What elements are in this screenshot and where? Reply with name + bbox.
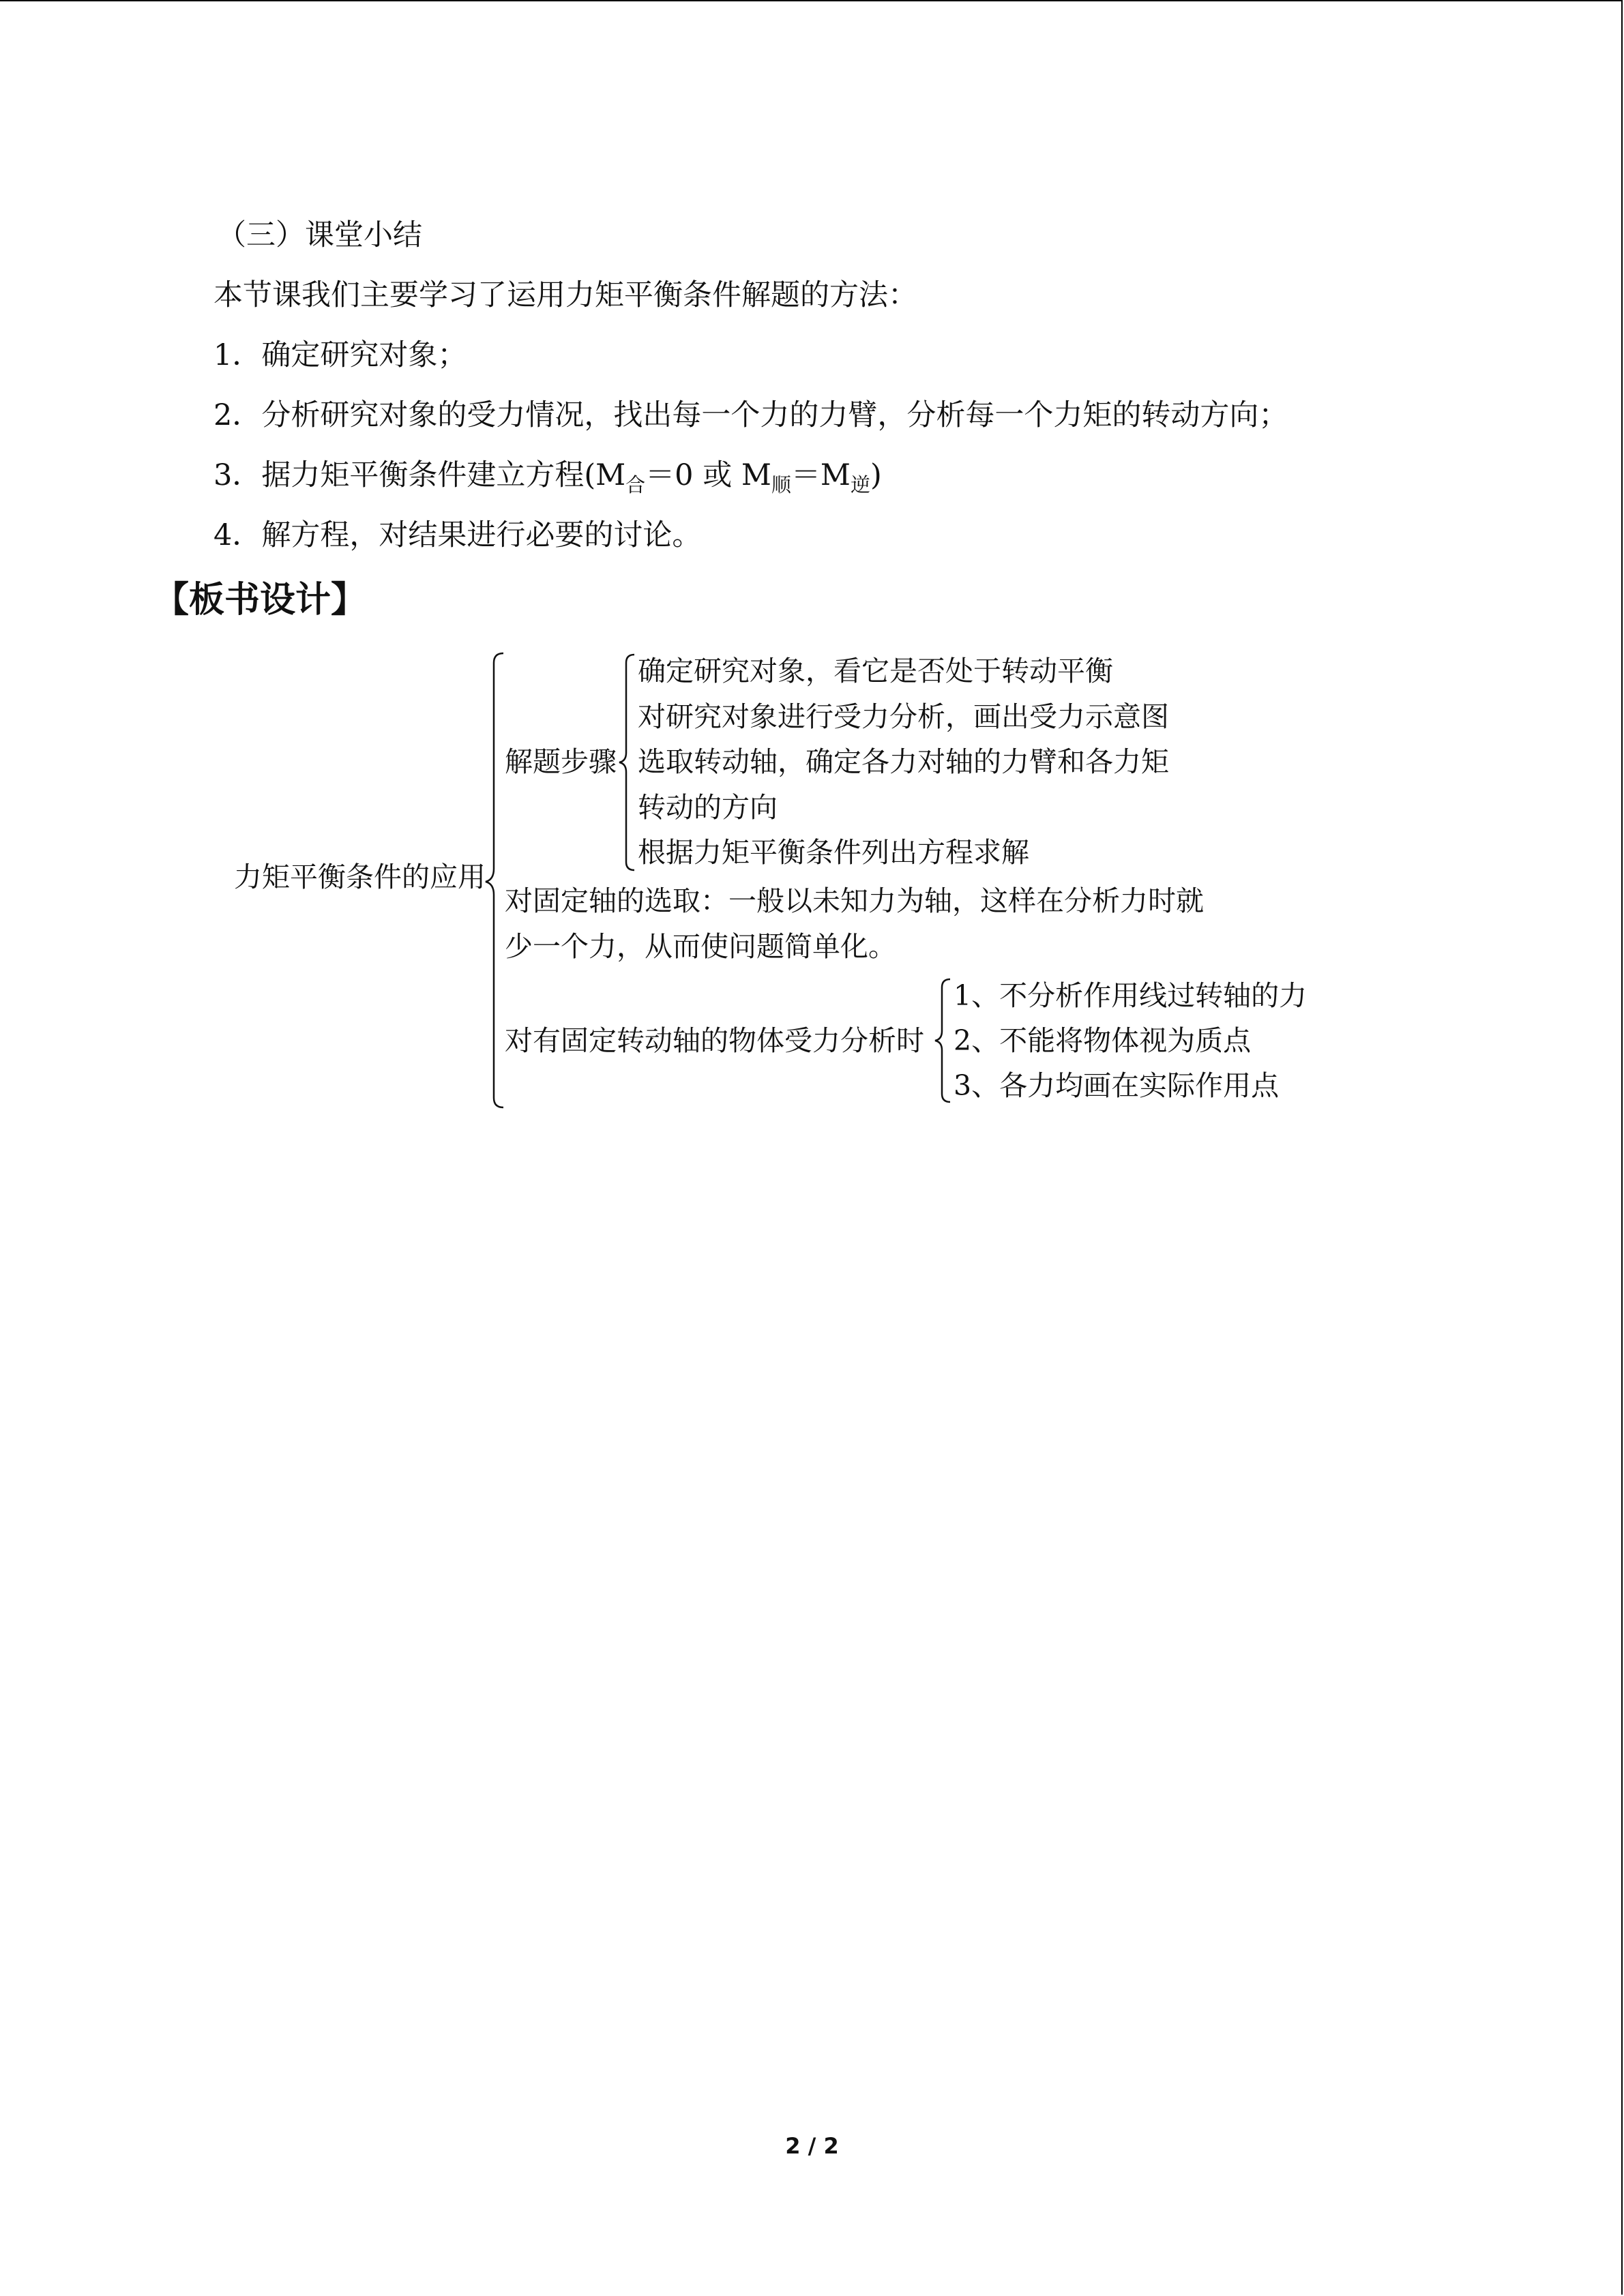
axis-choice-line-1: 对固定轴的选取：一般以未知力为轴，这样在分析力时就 — [505, 884, 1204, 917]
summary-title: （三）课堂小结 — [217, 218, 422, 252]
page-number: 2 / 2 — [785, 2133, 839, 2159]
step3-mid: ＝0 或 M — [645, 458, 771, 492]
summary-intro: 本节课我们主要学习了运用力矩平衡条件解题的方法： — [213, 278, 917, 312]
step3-sub-he: 合 — [625, 473, 646, 496]
force-brace — [935, 979, 950, 1102]
board-root: 力矩平衡条件的应用 — [234, 861, 486, 893]
step3-suffix: ) — [870, 458, 882, 492]
solve-label: 解题步骤 — [505, 745, 617, 778]
solve-item-3: 选取转动轴，确定各力对轴的力臂和各力矩 — [638, 745, 1169, 778]
force-item-2: 2、不能将物体视为质点 — [954, 1024, 1252, 1057]
step3-mid2: ＝M — [791, 458, 851, 492]
solve-item-1: 确定研究对象，看它是否处于转动平衡 — [638, 655, 1113, 687]
force-analysis-label: 对有固定转动轴的物体受力分析时 — [505, 1024, 924, 1057]
summary-step-4: 4．解方程，对结果进行必要的讨论。 — [213, 518, 702, 552]
force-item-1: 1、不分析作用线过转轴的力 — [954, 979, 1308, 1012]
main-brace — [486, 653, 503, 1107]
solve-item-5: 根据力矩平衡条件列出方程求解 — [638, 836, 1029, 869]
step3-prefix: 3．据力矩平衡条件建立方程(M — [213, 458, 626, 492]
summary-step-1: 1．确定研究对象； — [213, 338, 467, 372]
solve-item-2: 对研究对象进行受力分析，画出受力示意图 — [638, 700, 1169, 733]
step3-sub-ni: 逆 — [850, 473, 870, 496]
step3-sub-shun: 顺 — [771, 473, 791, 496]
solve-item-4: 转动的方向 — [638, 791, 778, 824]
summary-step-2: 2．分析研究对象的受力情况，找出每一个力的力臂，分析每一个力矩的转动方向； — [213, 398, 1288, 432]
solve-brace — [619, 655, 634, 870]
board-heading: 【板书设计】 — [153, 580, 367, 621]
force-item-3: 3、各力均画在实际作用点 — [954, 1069, 1280, 1102]
axis-choice-line-2: 少一个力，从而使问题简单化。 — [505, 930, 896, 963]
